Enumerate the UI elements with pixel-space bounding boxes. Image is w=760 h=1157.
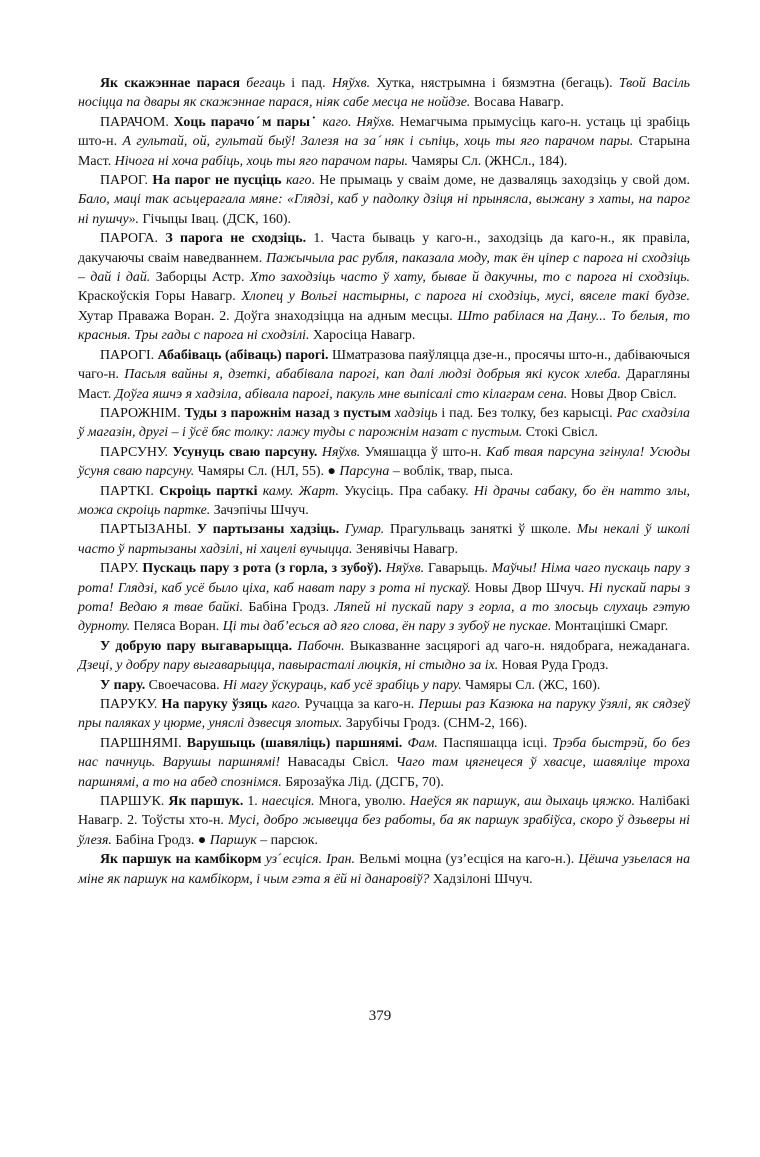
plain-text: Бабіна Гродз.: [243, 599, 335, 615]
dictionary-entry: [78, 792, 690, 850]
dictionary-entry: [78, 637, 690, 676]
plain-text: ПАРУКУ.: [100, 697, 162, 712]
italic-text: Ляпей ні пускай пару з горла, а то злосьць слухаць гэтую дурноту.: [78, 599, 690, 635]
headword-phrase: Хоць парачоˊм пары˙: [173, 114, 318, 130]
italic-text: Доўга яшчэ я хадзіла, абівала парогі, пакуль мне выпісалі сто кілаграм сена.: [114, 386, 568, 402]
plain-text: 1.: [243, 794, 262, 810]
plain-text: Навасады Свісл.: [280, 755, 396, 771]
headword-phrase: На парог не пусціць: [152, 173, 282, 189]
page-number: 379: [368, 1008, 392, 1024]
italic-text: Гумар.: [344, 522, 385, 538]
plain-text: ПАРСУНУ.: [100, 444, 173, 460]
headword-phrase: На паруку ўзяць: [161, 697, 268, 712]
dictionary-entry: [78, 520, 690, 559]
plain-text: Выказванне засцярогі ад чаго-н. нядобрага, нежаданага.: [344, 638, 690, 654]
plain-text: ПАРОГІ.: [100, 347, 158, 363]
italic-text: узˊесціся. Іран.: [265, 852, 355, 868]
plain-text: Дарагляны Маст.: [78, 367, 690, 402]
plain-text: Новы Двор Свісл.: [567, 386, 677, 402]
headword-phrase: Абабіваць (абіваць) парогі.: [157, 347, 329, 363]
plain-text: і пад.: [285, 76, 332, 91]
italic-text: Парсуна: [339, 464, 390, 480]
headword-phrase: З парога не сходзіць.: [165, 231, 307, 247]
italic-text: Пабочн.: [297, 638, 345, 654]
headword-phrase: Туды з парожнім назад з пустым: [184, 405, 391, 421]
italic-text: Першы раз Казюка на паруку ўзялі, як сядзеў пры паляках у цюрме, уняслі дзвесця злотых.: [78, 697, 690, 732]
plain-text: ПАРОЖНІМ.: [100, 405, 185, 421]
italic-text: Няўхв.: [331, 76, 371, 91]
plain-text: Бярозаўка Лід. (ДСГБ, 70).: [281, 774, 444, 790]
plain-text: Хутар Праважа Воран. 2. Доўга знаходзіцца на адным месцы.: [78, 308, 458, 324]
plain-text: Стокі Свісл.: [522, 425, 599, 441]
plain-text: – воблік, твар, пыса.: [389, 464, 514, 480]
plain-text: ПАРОГА.: [100, 231, 166, 247]
italic-text: Мы некалі ў школі часто ў партызаны хадзілі, ні хацелі вучыцца.: [78, 522, 690, 557]
dictionary-entry: [78, 346, 690, 404]
plain-text: Старына Маст.: [78, 134, 690, 169]
plain-text: ПАРАЧОМ.: [100, 114, 174, 130]
dictionary-entry: [78, 443, 690, 482]
italic-text: Цёшча узьелася на міне як паршук на камбікорм, і чым гэта я ёй ні данаровіў?: [78, 852, 691, 887]
italic-text: Твой Васіль носіцца па двары як скажэннае парася, ніяк сабе месца не нойдзе.: [78, 76, 690, 111]
plain-text: Чамяры Сл. (ЖНСл., 184).: [407, 153, 568, 169]
dictionary-entry: [78, 229, 690, 345]
italic-text: Пасьля вайны я, дзеткі, абабівала парогі, кап далі людзі добрыя які кусок хлеба.: [124, 367, 621, 383]
plain-text: Зарубічы Гродз. (СНМ-2, 166).: [342, 716, 528, 732]
dictionary-page: [78, 74, 690, 889]
italic-text: Няўхв.: [385, 561, 425, 577]
italic-text: Дзеці, у добру пару выгаварыцца, павырасталі люцкія, ні стыдно за іх.: [78, 658, 499, 674]
italic-text: каму. Жарт.: [262, 483, 339, 499]
plain-text: Новая Руда Гродз.: [498, 658, 609, 674]
dictionary-entry: [78, 676, 690, 695]
italic-text: Няўхв.: [321, 444, 361, 460]
plain-text: Краскоўскія Горы Навагр.: [78, 289, 242, 305]
headword-phrase: Як паршук.: [168, 794, 244, 810]
plain-text: Вельмі моцна (уз’есціся на каго-н.).: [355, 852, 579, 868]
italic-text: Пажычыла рас рубля, паказала моду, так ён ціпер с парога ні сходзіць – дай і дай.: [78, 250, 690, 286]
headword-phrase: У пару.: [100, 677, 146, 693]
plain-text: ПАРУ.: [100, 561, 143, 577]
plain-text: ПАРШНЯМІ.: [100, 735, 187, 751]
italic-text: Фам.: [407, 735, 438, 751]
headword-phrase: Варушыць (шавяліць) паршнямі.: [186, 735, 403, 751]
headword-phrase: Пускаць пару з рота (з горла, з зубоў).: [142, 561, 382, 577]
italic-text: Ці ты даб’есься ад яго слова, ён пару з зубоў не пускае.: [222, 619, 552, 635]
headword-phrase: Як паршук на камбікорм: [100, 852, 262, 868]
italic-text: Паршук: [209, 832, 257, 848]
italic-text: Ні магу ўскураць, каб усё зрабіць у пару.: [223, 677, 462, 693]
dictionary-entry: [78, 559, 690, 637]
plain-text: – парсюк.: [256, 832, 318, 848]
italic-text: Наеўся як паршук, аш дыхаць цяжко.: [409, 794, 635, 810]
italic-text: Ні пускай пары з рота! Ведаю я твае байкі.: [78, 580, 690, 615]
plain-text: і пад. Без толку, без карысці.: [437, 405, 617, 421]
italic-text: Каб твая парсуна згінула! Усюды ўсуня сваю парсуну.: [78, 444, 690, 480]
italic-text: наесціся.: [261, 794, 315, 810]
plain-text: ПАРШУК.: [100, 794, 169, 810]
plain-text: Немагчыма прымусіць каго-н. устаць ці зрабіць што-н.: [78, 114, 690, 150]
plain-text: Хутка, нястрымна і бязмэтна (бегаць).: [370, 76, 619, 91]
italic-text: Хлопец у Вольгі настырны, с парога ні сходзіць, мусі, вяселе такі будзе.: [241, 289, 690, 305]
plain-text: Заборцы Астр.: [150, 270, 250, 286]
italic-text: каго.: [271, 697, 301, 712]
headword-phrase: Скроіць парткі: [159, 483, 258, 499]
plain-text: 1. Часта бываць у каго-н., заходзіць да каго-н., як правіла, дакучаючы сваім наведваннем.: [78, 231, 690, 266]
italic-text: Чаго там цягнецеся ў хвасце, шавяліце троха паршнямі, а то на абед спознімся.: [78, 755, 690, 790]
italic-text: каго. Няўхв.: [322, 114, 395, 130]
plain-text: Пеляса Воран.: [130, 619, 223, 635]
dictionary-entry: [78, 734, 690, 792]
italic-text: Маўчы! Німа чаго пускаць пару з рота! Глядзі, каб усё было ціха, каб нават пару з рота ні пускаў.: [78, 561, 690, 596]
plain-text: Своечасова.: [145, 677, 224, 693]
italic-text: каго: [285, 173, 312, 189]
plain-text: . Не прымаць у сваім доме, не дазваляць заходзіць у свой дом.: [311, 173, 690, 189]
plain-text: Харосіца Навагр.: [309, 328, 416, 344]
dictionary-entry: [78, 74, 690, 113]
headword-phrase: У партызаны хадзіць.: [196, 522, 340, 538]
plain-text: Прагульваць заняткі ў школе.: [384, 522, 577, 538]
dictionary-entry: [78, 113, 690, 171]
plain-text: Зенявічы Навагр.: [352, 541, 458, 557]
dictionary-entry: [78, 695, 690, 734]
plain-text: Гаварыць.: [424, 561, 492, 577]
plain-text: ПАРТЫЗАНЫ.: [100, 522, 197, 538]
plain-text: ПАРОГ.: [100, 173, 153, 189]
plain-text: Ручацца за каго-н.: [300, 697, 419, 712]
headword-phrase: Як скажэннае парася: [100, 76, 240, 91]
headword-phrase: У добрую пару выгаварыцца.: [100, 638, 293, 654]
dictionary-entry: [78, 482, 690, 521]
italic-text: Нічога ні хоча рабіць, хоць ты яго парачом пары.: [114, 153, 408, 169]
headword-phrase: Усунуць сваю парсуну.: [172, 444, 318, 460]
plain-text: Укусіць. Пра сабаку.: [338, 483, 474, 499]
italic-text: Рас схадзіла ў магазін, другі – і ўсё бяс толку: лажу туды с парожнім назат с пустым.: [78, 405, 690, 441]
italic-text: А гультай, ой, гультай быў! Залезя на заˊняк і сьпіць, хоць ты яго парачом пары.: [122, 134, 634, 150]
dictionary-entry: [78, 171, 690, 229]
plain-text: Хадзілоні Шчуч.: [429, 871, 533, 887]
italic-text: Ні драчы сабаку, бо ён натто злы, можа скроіць партке.: [78, 483, 690, 518]
plain-text: ПАРТКІ.: [100, 483, 160, 499]
plain-text: Монтацішкі Смарг.: [551, 619, 669, 635]
plain-text: Умяшацца ў што-н.: [360, 444, 487, 460]
plain-text: Налібакі Навагр. 2. Тоўсты хто-н.: [78, 794, 690, 829]
plain-text: Зачэпічы Шчуч.: [210, 502, 309, 518]
plain-text: Новы Двор Шчуч.: [470, 580, 589, 596]
plain-text: Многа, уволю.: [314, 794, 410, 810]
plain-text: Чамяры Сл. (ЖС, 160).: [461, 677, 601, 693]
plain-text: Чамяры Сл. (НЛ, 55). ●: [194, 464, 340, 480]
italic-text: Хто заходзіць часто ў хату, бывае й дакучны, то с парога ні сходзіць.: [249, 270, 691, 286]
plain-text: Восава Навагр.: [470, 95, 564, 111]
dictionary-entry: [78, 850, 690, 889]
plain-text: Паспяшацца ісці.: [437, 735, 553, 751]
dictionary-entry: [78, 404, 690, 443]
italic-text: Бало, маці так асьцерагала мяне: «Глядзі, каб у падолку дзіця ні прынясла, выжану з хаты, на парог ні пушчу».: [78, 192, 690, 227]
plain-text: Шматразова паяўляцца дзе-н., просячы што-н., дабіваючыся чаго-н.: [78, 347, 690, 383]
italic-text: бегаць: [246, 76, 286, 91]
plain-text: Бабіна Гродз. ●: [111, 832, 210, 848]
italic-text: Што рабілася на Дану... То белыя, то красныя. Тры гады с парога ні сходзілі.: [78, 308, 690, 344]
italic-text: хадзіць: [394, 405, 438, 421]
italic-text: Мусі, добро жывецца без работы, ба як паршук зрабіўса, скоро ў дзьверы ні ўлезя.: [78, 813, 690, 848]
italic-text: Трэба быстрэй, бо без нас пачнуць. Варушы паршнямі!: [78, 735, 690, 771]
plain-text: Гічыцы Івац. (ДСК, 160).: [139, 211, 292, 227]
